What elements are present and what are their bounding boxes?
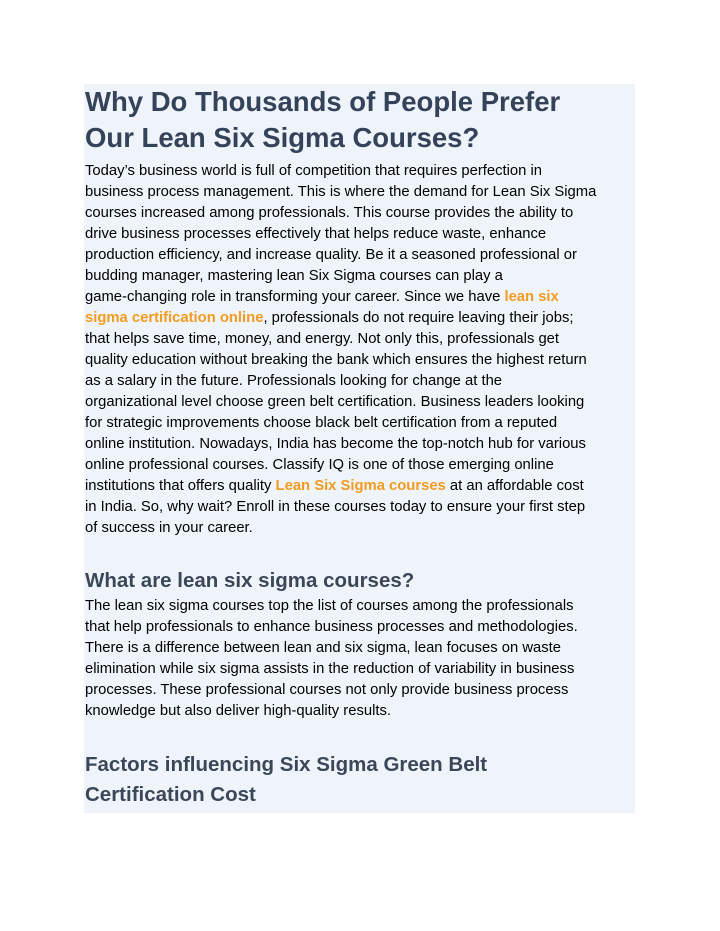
lean-six-sigma-certification-online-link-continued[interactable]: sigma certification online — [85, 310, 264, 326]
paragraph-line: elimination while six sigma assists in the reduction of variability in business — [85, 661, 575, 677]
section-heading-factors-influencing-cost — [85, 750, 635, 810]
paragraph-line: courses increased among professionals. This course provides the ability to — [85, 205, 574, 221]
paragraph-line: processes. These professional courses not only provide business process — [85, 682, 569, 698]
paragraph-line: that helps save time, money, and energy. Not only this, professionals get — [85, 331, 560, 347]
section-heading-what-are-lean-six-sigma: What are lean six sigma courses? — [85, 569, 415, 592]
lean-six-sigma-certification-online-link[interactable]: lean six — [504, 289, 559, 305]
paragraph-line: online institution. Nowadays, India has become the top-notch hub for various — [85, 436, 586, 452]
page-title-line-2: Our Lean Six Sigma Courses? — [85, 122, 480, 153]
paragraph-line: The lean six sigma courses top the list of courses among the professionals — [85, 598, 574, 614]
paragraph-line: There is a difference between lean and six sigma, lean focuses on waste — [85, 640, 561, 656]
paragraph-line: production efficiency, and increase quality. Be it a seasoned professional or — [85, 247, 577, 263]
content-block — [84, 84, 635, 813]
paragraph-text: , professionals do not require leaving their jobs; — [263, 310, 574, 326]
paragraph-line: as a salary in the future. Professionals looking for change at the — [85, 373, 503, 389]
paragraph-line: knowledge but also deliver high-quality results. — [85, 703, 391, 719]
page-title — [85, 84, 635, 156]
what-are-lean-six-sigma-paragraph — [85, 596, 637, 722]
paragraph-line: in India. So, why wait? Enroll in these courses today to ensure your first step — [85, 499, 586, 515]
paragraph-line: Today’s business world is full of competition that requires perfection in — [85, 163, 543, 179]
paragraph-line: for strategic improvements choose black belt certification from a reputed — [85, 415, 558, 431]
section-heading-line-2: Certification Cost — [85, 783, 256, 806]
paragraph-line: business process management. This is where the demand for Lean Six Sigma — [85, 184, 597, 200]
paragraph-line: quality education without breaking the bank which ensures the highest return — [85, 352, 587, 368]
paragraph-line: budding manager, mastering lean Six Sigma courses can play a — [85, 268, 503, 284]
paragraph-line: online professional courses. Classify IQ is one of those emerging online — [85, 457, 554, 473]
paragraph-line — [85, 287, 637, 308]
paragraph-line: organizational level choose green belt certification. Business leaders looking — [85, 394, 585, 410]
paragraph-line — [85, 476, 637, 497]
page-title-line-1: Why Do Thousands of People Prefer — [85, 86, 561, 117]
paragraph-text: institutions that offers quality — [85, 478, 276, 494]
paragraph-line: drive business processes effectively that helps reduce waste, enhance — [85, 226, 547, 242]
lean-six-sigma-courses-link[interactable]: Lean Six Sigma courses — [275, 478, 446, 494]
intro-paragraph — [85, 161, 637, 539]
paragraph-line: that help professionals to enhance business processes and methodologies. — [85, 619, 578, 635]
section-heading-line-1: Factors influencing Six Sigma Green Belt — [85, 753, 488, 776]
paragraph-text: at an affordable cost — [445, 478, 584, 494]
paragraph-line: of success in your career. — [85, 520, 253, 536]
paragraph-line — [85, 308, 637, 329]
paragraph-text: game-changing role in transforming your career. Since we have — [85, 289, 505, 305]
